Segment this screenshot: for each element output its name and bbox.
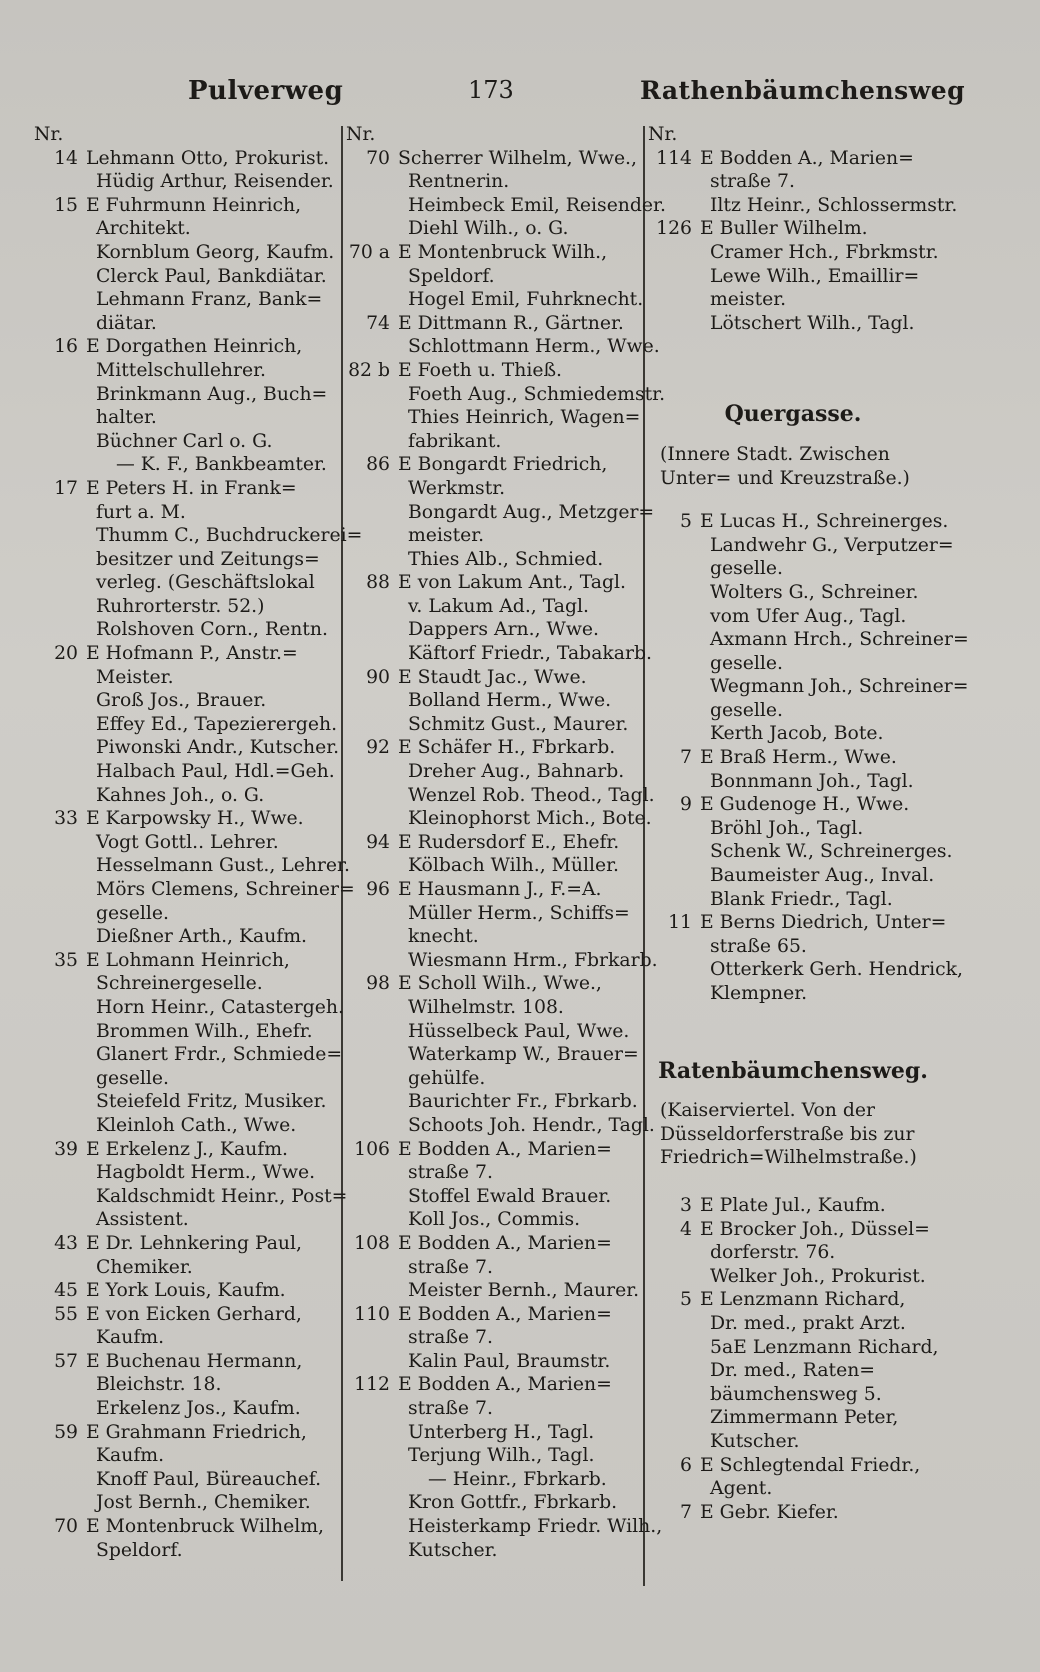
directory-line: Mittelschullehrer. [96,359,267,381]
directory-line: Diehl Wilh., o. G. [408,218,569,240]
directory-line: Cramer Hch., Fbrkmstr. [710,241,939,263]
section-note: Düsseldorferstraße bis zur [660,1123,915,1145]
directory-line: Lewe Wilh., Emaillir= [710,265,920,287]
directory-line: 55 E von Eicken Gerhard, [54,1303,302,1325]
directory-line: Iltz Heinr., Schlossermstr. [710,194,958,216]
column-3-entries-a [648,123,958,335]
directory-line: 70 Scherrer Wilhelm, Wwe., [366,147,638,169]
directory-line: gehülfe. [408,1067,486,1089]
directory-line: 9 E Gudenoge H., Wwe. [680,794,910,816]
directory-line: Kutscher. [710,1430,800,1452]
directory-line: straße 7. [408,1162,493,1184]
directory-line: Clerck Paul, Bankdiätar. [96,265,327,287]
directory-line: Schoots Joh. Hendr., Tagl. [408,1114,655,1136]
directory-line: — K. F., Bankbeamter. [116,454,327,476]
directory-line: Müller Herm., Schiffs= [408,902,630,924]
directory-line: Steiefeld Fritz, Musiker. [96,1091,327,1113]
directory-line: 112 E Bodden A., Marien= [354,1374,612,1396]
column-1 [34,123,363,1562]
directory-line: bäumchensweg 5. [710,1383,882,1405]
directory-line: Lehmann Franz, Bank= [96,289,323,311]
directory-line: Kornblum Georg, Kaufm. [96,241,335,263]
directory-line: Erkelenz Jos., Kaufm. [96,1398,301,1420]
directory-line: 5 E Lenzmann Richard, [680,1289,906,1311]
directory-line: Rolshoven Corn., Rentn. [96,619,328,641]
column-2 [346,123,666,1562]
directory-line: Speldorf. [408,265,495,287]
directory-line: Bongardt Aug., Metzger= [408,501,655,523]
directory-line: Meister Bernh., Maurer. [408,1280,640,1302]
section-title-quergasse: Quergasse. [724,401,862,428]
directory-line: Kerth Jacob, Bote. [710,723,884,745]
directory-line: Brommen Wilh., Ehefr. [96,1020,313,1042]
directory-line: Kutscher. [408,1539,498,1561]
directory-line: 5 E Lucas H., Schreinerges. [680,511,949,533]
directory-line: 126 E Buller Wilhelm. [656,218,868,240]
directory-line: Horn Heinr., Catastergeh. [96,996,344,1018]
header-left-street: Pulverweg [188,76,344,106]
directory-line: — Heinr., Fbrkarb. [428,1468,607,1490]
directory-line: Wilhelmstr. 108. [408,996,564,1018]
column-3-entries-b [648,510,969,1005]
directory-line: Agent. [710,1478,773,1500]
page-header [0,72,1040,112]
directory-line: dorferstr. 76. [710,1242,836,1264]
directory-line: 57 E Buchenau Hermann, [54,1350,303,1372]
directory-line: 43 E Dr. Lehnkering Paul, [54,1232,303,1254]
directory-line: geselle. [96,1067,169,1089]
directory-line: 7 E Braß Herm., Wwe. [680,747,897,769]
directory-line: Blank Friedr., Tagl. [710,888,893,910]
directory-line: furt a. M. [96,501,186,523]
directory-line: 59 E Grahmann Friedrich, [54,1421,307,1443]
section-note: (Innere Stadt. Zwischen [660,443,890,465]
directory-line: Ruhrorterstr. 52.) [96,595,265,617]
column-3 [648,123,969,1524]
directory-line: geselle. [710,652,783,674]
directory-line: Schenk W., Schreinerges. [710,841,953,863]
directory-line: Wegmann Joh., Schreiner= [710,676,969,698]
directory-line: Hagboldt Herm., Wwe. [96,1162,316,1184]
directory-line: Stoffel Ewald Brauer. [408,1185,612,1207]
directory-line: Axmann Hrch., Schreiner= [710,629,969,651]
directory-line: v. Lakum Ad., Tagl. [408,595,590,617]
directory-line: 92 E Schäfer H., Fbrkarb. [366,737,616,759]
directory-line: Kaldschmidt Heinr., Post= [96,1185,348,1207]
directory-line: Thies Alb., Schmied. [408,548,604,570]
directory-line: Bolland Herm., Wwe. [408,690,612,712]
directory-line: 108 E Bodden A., Marien= [354,1232,612,1254]
directory-line: Büchner Carl o. G. [96,430,273,452]
directory-line: Terjung Wilh., Tagl. [408,1445,595,1467]
directory-line: Schreinergeselle. [96,973,263,995]
directory-line: straße 7. [408,1398,493,1420]
directory-line: Piwonski Andr., Kutscher. [96,737,340,759]
directory-line: knecht. [408,926,479,948]
directory-line: Schlottmann Herm., Wwe. [408,336,660,358]
directory-line: diätar. [96,312,157,334]
directory-line: 39 E Erkelenz J., Kaufm. [54,1138,288,1160]
directory-line: 5aE Lenzmann Richard, [710,1336,939,1358]
column-3-entries-c [648,1194,938,1524]
directory-line: Brinkmann Aug., Buch= [96,383,328,405]
directory-line: Waterkamp W., Brauer= [408,1044,639,1066]
directory-line: Nr. [346,124,376,145]
directory-line: Thumm C., Buchdruckerei= [96,525,363,547]
directory-line: vom Ufer Aug., Tagl. [710,605,907,627]
directory-line: Vogt Gottl.. Lehrer. [96,831,279,853]
section-title-ratenbaeumchensweg: Ratenbäumchensweg. [658,1057,928,1084]
directory-line: Kahnes Joh., o. G. [96,784,265,806]
directory-line: Hüdig Arthur, Reisender. [96,171,334,193]
directory-line: Kleinophorst Mich., Bote. [408,808,652,830]
directory-line: Foeth Aug., Schmiedemstr. [408,383,666,405]
directory-line: Chemiker. [96,1256,193,1278]
section-note: Friedrich=Wilhelmstraße.) [660,1147,917,1169]
directory-line: Welker Joh., Prokurist. [710,1265,926,1287]
directory-line: 45 E York Louis, Kaufm. [54,1280,286,1302]
directory-line: Baumeister Aug., Inval. [710,865,935,887]
directory-line: Bröhl Joh., Tagl. [710,817,864,839]
directory-line: Kölbach Wilh., Müller. [408,855,619,877]
directory-line: Schmitz Gust., Maurer. [408,713,629,735]
directory-line: straße 7. [408,1256,493,1278]
directory-line: 70 E Montenbruck Wilhelm, [54,1516,325,1538]
directory-line: Wenzel Rob. Theod., Tagl. [408,784,655,806]
directory-line: meister. [710,289,787,311]
directory-line: Nr. [648,124,678,145]
directory-line: Knoff Paul, Büreauchef. [96,1468,322,1490]
directory-line: Heisterkamp Friedr. Wilh., [408,1516,663,1538]
directory-line: 86 E Bongardt Friedrich, [366,454,608,476]
directory-line: Meister. [96,666,174,688]
directory-line: 4 E Brocker Joh., Düssel= [680,1218,930,1240]
section-note: (Kaiserviertel. Von der [660,1100,875,1122]
directory-line: straße 7. [408,1327,493,1349]
directory-line: 74 E Dittmann R., Gärtner. [366,312,624,334]
directory-line: halter. [96,407,157,429]
directory-line: meister. [408,525,485,547]
directory-line: Jost Bernh., Chemiker. [96,1492,311,1514]
directory-line: Kleinloh Cath., Wwe. [96,1114,297,1136]
directory-line: 11 E Berns Diedrich, Unter= [668,912,947,934]
directory-line: 3 E Plate Jul., Kaufm. [680,1194,886,1216]
directory-line: Thies Heinrich, Wagen= [408,407,641,429]
directory-line: Effey Ed., Tapezierergeh. [96,713,338,735]
directory-line: fabrikant. [408,430,502,452]
directory-line: 33 E Karpowsky H., Wwe. [54,808,304,830]
directory-line: Nr. [34,124,64,145]
directory-line: 106 E Bodden A., Marien= [354,1138,612,1160]
section-note: Unter= und Kreuzstraße.) [660,467,910,489]
directory-line: Baurichter Fr., Fbrkarb. [408,1091,638,1113]
directory-line: 90 E Staudt Jac., Wwe. [366,666,587,688]
directory-line: Hogel Emil, Fuhrknecht. [408,289,644,311]
directory-line: Landwehr G., Verputzer= [710,534,954,556]
directory-line: Werkmstr. [408,477,506,499]
directory-line: 110 E Bodden A., Marien= [354,1303,612,1325]
directory-line: Koll Jos., Commis. [408,1209,581,1231]
directory-line: Unterberg H., Tagl. [408,1421,595,1443]
directory-line: Otterkerk Gerh. Hendrick, [710,959,964,981]
directory-line: Speldorf. [96,1539,183,1561]
directory-line: geselle. [710,699,783,721]
directory-line: Rentnerin. [408,171,510,193]
directory-line: 15 E Fuhrmunn Heinrich, [54,194,302,216]
directory-line: Dappers Arn., Wwe. [408,619,600,641]
directory-line: 17 E Peters H. in Frank= [54,477,297,499]
directory-line: 96 E Hausmann J., F.=A. [366,879,602,900]
directory-line: Kalin Paul, Braumstr. [408,1350,611,1372]
directory-line: 7 E Gebr. Kiefer. [680,1501,839,1523]
directory-line: 16 E Dorgathen Heinrich, [54,336,303,358]
directory-line: 35 E Lohmann Heinrich, [54,949,290,971]
directory-line: Bleichstr. 18. [96,1374,222,1396]
directory-line: verleg. (Geschäftslokal [96,572,315,594]
directory-line: Käftorf Friedr., Tabakarb. [408,643,652,665]
directory-line: Dießner Arth., Kaufm. [96,926,308,948]
directory-line: Klempner. [710,983,808,1004]
directory-line: 94 E Rudersdorf E., Ehefr. [366,831,620,853]
directory-line: besitzer und Zeitungs= [96,548,320,570]
directory-line: Groß Jos., Brauer. [96,690,267,712]
directory-line: Assistent. [96,1209,189,1231]
directory-line: geselle. [96,902,169,924]
directory-line: 98 E Scholl Wilh., Wwe., [366,973,602,995]
directory-line: Architekt. [96,218,191,240]
directory-line: Dr. med., Raten= [710,1360,876,1382]
directory-line: Mörs Clemens, Schreiner= [96,879,355,900]
directory-line: Halbach Paul, Hdl.=Geh. [96,761,335,783]
directory-line: Dr. med., prakt Arzt. [710,1312,906,1334]
directory-line: Bonnmann Joh., Tagl. [710,770,914,792]
directory-line: Dreher Aug., Bahnarb. [408,761,625,783]
directory-line: Hüsselbeck Paul, Wwe. [408,1020,630,1042]
directory-line: 14 Lehmann Otto, Prokurist. [54,147,330,169]
directory-line: 114 E Bodden A., Marien= [656,147,914,169]
directory-line: Wolters G., Schreiner. [710,581,919,603]
directory-line: 6 E Schlegtendal Friedr., [680,1454,921,1476]
directory-line: 88 E von Lakum Ant., Tagl. [366,572,626,594]
page-number: 173 [468,76,514,104]
directory-line: straße 7. [710,171,795,193]
directory-line: Wiesmann Hrm., Fbrkarb. [408,949,658,971]
directory-line: 82 b E Foeth u. Thieß. [348,359,563,381]
directory-line: 70 a E Montenbruck Wilh., [348,241,608,263]
directory-line: Heimbeck Emil, Reisender. [408,194,666,216]
directory-line: 20 E Hofmann P., Anstr.= [54,643,298,665]
directory-line: Lötschert Wilh., Tagl. [710,312,915,334]
directory-line: Zimmermann Peter, [710,1407,899,1429]
header-right-street: Rathenbäumchensweg [640,76,966,105]
directory-line: Kron Gottfr., Fbrkarb. [408,1492,618,1514]
directory-line: Kaufm. [96,1327,165,1349]
directory-line: Glanert Frdr., Schmiede= [96,1044,343,1066]
directory-line: straße 65. [710,935,807,957]
directory-line: geselle. [710,558,783,580]
directory-line: Hesselmann Gust., Lehrer. [96,855,350,877]
directory-line: Kaufm. [96,1445,165,1467]
